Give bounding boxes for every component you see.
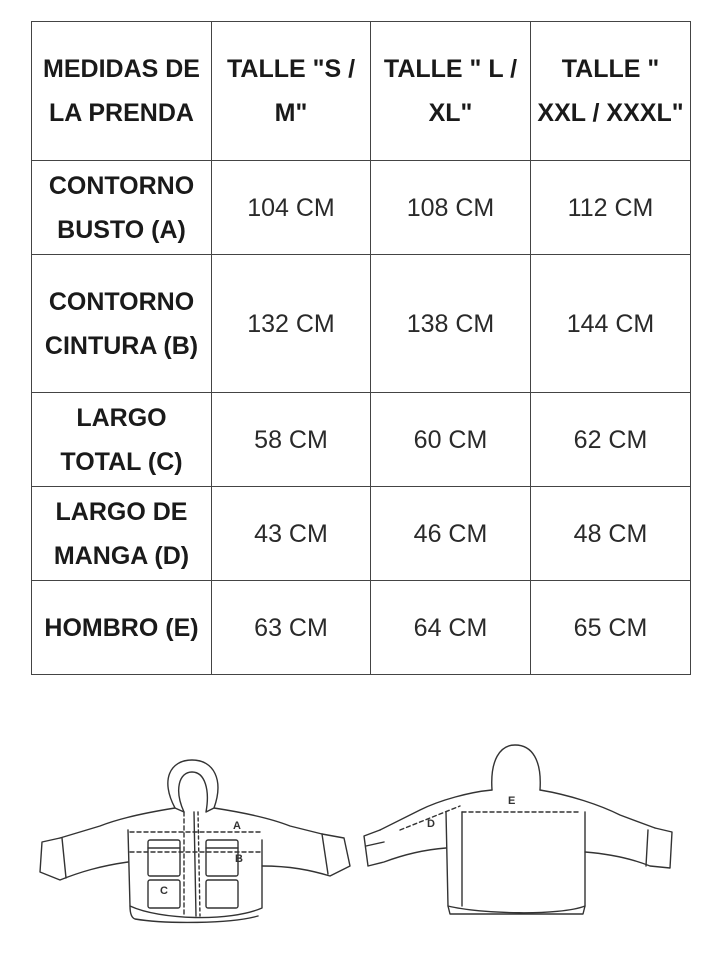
row-label: CONTORNO BUSTO (A) bbox=[32, 161, 212, 255]
table-row bbox=[32, 393, 691, 487]
header-cell: MEDIDAS DE LA PRENDA bbox=[32, 22, 212, 161]
label-b: B bbox=[235, 853, 243, 865]
garment-measurement-diagram bbox=[0, 730, 720, 967]
header-cell: TALLE " XXL / XXXL" bbox=[531, 22, 691, 161]
cell-value: 64 CM bbox=[371, 581, 531, 675]
label-c: C bbox=[160, 885, 168, 897]
table-row bbox=[32, 581, 691, 675]
cell-value: 58 CM bbox=[212, 393, 371, 487]
cell-value: 63 CM bbox=[212, 581, 371, 675]
cell-value: 48 CM bbox=[531, 487, 691, 581]
cell-value: 132 CM bbox=[212, 255, 371, 393]
cell-value: 43 CM bbox=[212, 487, 371, 581]
table-row bbox=[32, 255, 691, 393]
row-label: LARGO DE MANGA (D) bbox=[32, 487, 212, 581]
label-d: D bbox=[427, 818, 435, 830]
table-row bbox=[32, 161, 691, 255]
cell-value: 112 CM bbox=[531, 161, 691, 255]
cell-value: 104 CM bbox=[212, 161, 371, 255]
row-label: CONTORNO CINTURA (B) bbox=[32, 255, 212, 393]
cell-value: 65 CM bbox=[531, 581, 691, 675]
row-label: LARGO TOTAL (C) bbox=[32, 393, 212, 487]
header-cell: TALLE "S / M" bbox=[212, 22, 371, 161]
cell-value: 108 CM bbox=[371, 161, 531, 255]
cell-value: 60 CM bbox=[371, 393, 531, 487]
cell-value: 144 CM bbox=[531, 255, 691, 393]
front-jacket-drawing bbox=[40, 760, 350, 922]
cell-value: 138 CM bbox=[371, 255, 531, 393]
back-jacket-drawing bbox=[364, 745, 672, 914]
row-label: HOMBRO (E) bbox=[32, 581, 212, 675]
size-chart-table bbox=[31, 21, 691, 675]
cell-value: 46 CM bbox=[371, 487, 531, 581]
table-row bbox=[32, 487, 691, 581]
label-e: E bbox=[508, 795, 516, 807]
cell-value: 62 CM bbox=[531, 393, 691, 487]
table-header-row bbox=[32, 22, 691, 161]
label-a: A bbox=[233, 820, 241, 832]
header-cell: TALLE " L / XL" bbox=[371, 22, 531, 161]
